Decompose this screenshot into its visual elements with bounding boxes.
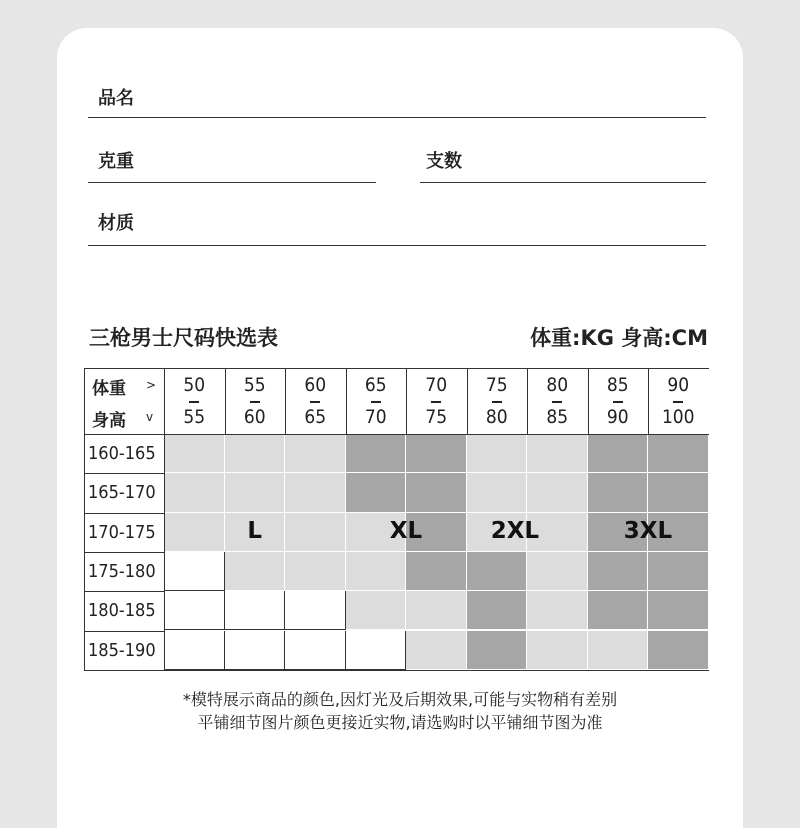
size-cell bbox=[588, 631, 649, 670]
weight-range-from: 60 bbox=[304, 374, 327, 396]
size-cell bbox=[225, 631, 286, 670]
range-dash bbox=[371, 401, 381, 403]
size-cell bbox=[285, 513, 346, 552]
size-cell bbox=[285, 473, 346, 512]
weight-range-header bbox=[225, 368, 286, 434]
weight-range-to: 85 bbox=[546, 406, 569, 428]
divider bbox=[420, 182, 706, 183]
size-cell bbox=[406, 631, 467, 670]
weight-range-from: 75 bbox=[485, 374, 508, 396]
grid-line bbox=[84, 670, 164, 671]
grid-line bbox=[84, 368, 85, 670]
weight-range-to: 80 bbox=[485, 406, 508, 428]
size-cell bbox=[285, 631, 346, 670]
size-cell bbox=[225, 591, 286, 630]
product-name-label: 品名 bbox=[98, 88, 134, 109]
size-cell bbox=[588, 434, 649, 473]
note-line-1: *模特展示商品的颜色,因灯光及后期效果,可能与实物稍有差别 bbox=[182, 690, 618, 709]
yarn-count-label: 支数 bbox=[426, 151, 462, 172]
weight-range-to: 90 bbox=[606, 406, 629, 428]
size-chart-grid bbox=[84, 368, 710, 670]
weight-range-to: 55 bbox=[183, 406, 206, 428]
size-cell bbox=[225, 473, 286, 512]
corner-height-arrow: v bbox=[146, 410, 154, 424]
weight-label: 克重 bbox=[98, 151, 134, 172]
range-dash bbox=[431, 401, 441, 403]
size-cell bbox=[588, 552, 649, 591]
weight-range-from: 80 bbox=[546, 374, 569, 396]
size-label-2xl: 2XL bbox=[490, 518, 540, 545]
range-dash bbox=[673, 401, 683, 403]
grid-line bbox=[527, 368, 528, 434]
size-cell bbox=[406, 473, 467, 512]
size-cell bbox=[648, 434, 709, 473]
size-cell bbox=[588, 473, 649, 512]
corner-height-label: 身高 bbox=[92, 411, 126, 431]
corner-weight-label: 体重 bbox=[92, 379, 126, 399]
grid-line bbox=[588, 368, 589, 434]
corner-weight-arrow: > bbox=[146, 378, 157, 392]
range-dash bbox=[552, 401, 562, 403]
grid-line bbox=[84, 670, 709, 671]
size-cell bbox=[648, 473, 709, 512]
weight-range-from: 90 bbox=[667, 374, 690, 396]
weight-range-header bbox=[164, 368, 225, 434]
size-cell bbox=[467, 473, 528, 512]
material-label: 材质 bbox=[98, 213, 134, 234]
divider bbox=[88, 182, 376, 183]
size-cell bbox=[588, 591, 649, 630]
grid-line bbox=[84, 434, 709, 435]
grid-line bbox=[467, 368, 468, 434]
grid-line bbox=[84, 591, 164, 592]
size-cell bbox=[164, 552, 225, 591]
weight-range-to: 70 bbox=[364, 406, 387, 428]
note-line-2: 平铺细节图片颜色更接近实物,请选购时以平铺细节图为准 bbox=[197, 713, 603, 732]
height-range-label: 185-190 bbox=[88, 639, 156, 661]
size-cell bbox=[648, 552, 709, 591]
weight-range-header bbox=[527, 368, 588, 434]
grid-corner bbox=[84, 368, 164, 434]
size-cell bbox=[648, 591, 709, 630]
weight-range-to: 60 bbox=[243, 406, 266, 428]
weight-range-header bbox=[285, 368, 346, 434]
size-cell bbox=[164, 473, 225, 512]
weight-range-from: 55 bbox=[243, 374, 266, 396]
grid-line bbox=[164, 368, 165, 670]
size-cell bbox=[527, 552, 588, 591]
range-dash bbox=[492, 401, 502, 403]
size-cell bbox=[346, 473, 407, 512]
size-cell bbox=[285, 591, 346, 630]
size-cell bbox=[164, 434, 225, 473]
size-cell bbox=[406, 434, 467, 473]
grid-line bbox=[285, 368, 286, 434]
size-cell bbox=[225, 552, 286, 591]
weight-range-from: 70 bbox=[425, 374, 448, 396]
size-cell bbox=[164, 631, 225, 670]
size-label-3xl: 3XL bbox=[623, 518, 673, 545]
height-range-label: 175-180 bbox=[88, 560, 156, 582]
height-range-label: 160-165 bbox=[88, 443, 156, 464]
weight-range-from: 50 bbox=[183, 374, 206, 396]
height-range-label: 180-185 bbox=[88, 600, 156, 622]
height-range-label: 165-170 bbox=[88, 482, 156, 504]
weight-range-header bbox=[648, 368, 709, 434]
weight-range-header bbox=[588, 368, 649, 434]
size-cell bbox=[346, 434, 407, 473]
size-cell bbox=[406, 552, 467, 591]
size-cell bbox=[527, 631, 588, 670]
range-dash bbox=[613, 401, 623, 403]
height-range-label: 170-175 bbox=[88, 521, 156, 543]
grid-line bbox=[346, 368, 347, 434]
weight-range-header bbox=[406, 368, 467, 434]
size-cell bbox=[467, 434, 528, 473]
size-cell bbox=[346, 631, 407, 670]
size-cell bbox=[527, 473, 588, 512]
size-cell bbox=[648, 631, 709, 670]
size-cell bbox=[467, 631, 528, 670]
grid-line bbox=[84, 368, 709, 369]
size-chart-units: 体重:KG 身高:CM bbox=[530, 326, 708, 350]
size-cell bbox=[225, 434, 286, 473]
grid-line bbox=[225, 368, 226, 434]
grid-line bbox=[84, 552, 164, 553]
grid-line bbox=[84, 473, 164, 474]
size-cell bbox=[346, 591, 407, 630]
weight-range-to: 75 bbox=[425, 406, 448, 428]
size-cell bbox=[467, 552, 528, 591]
grid-line bbox=[406, 368, 407, 434]
size-cell bbox=[467, 591, 528, 630]
range-dash bbox=[189, 401, 199, 403]
weight-range-to: 100 bbox=[661, 406, 695, 428]
size-cell bbox=[164, 513, 225, 552]
divider bbox=[88, 245, 706, 246]
size-cell bbox=[527, 591, 588, 630]
grid-line bbox=[84, 513, 164, 514]
grid-line bbox=[84, 631, 164, 632]
size-cell bbox=[164, 591, 225, 630]
weight-range-to: 65 bbox=[304, 406, 327, 428]
size-cell bbox=[527, 434, 588, 473]
grid-line bbox=[648, 368, 649, 434]
size-cell bbox=[406, 591, 467, 630]
range-dash bbox=[310, 401, 320, 403]
size-label-xl: XL bbox=[389, 518, 423, 545]
size-label-l: L bbox=[247, 518, 263, 545]
range-dash bbox=[250, 401, 260, 403]
size-cell bbox=[285, 552, 346, 591]
weight-range-from: 85 bbox=[606, 374, 629, 396]
weight-range-header bbox=[346, 368, 407, 434]
weight-range-from: 65 bbox=[364, 374, 387, 396]
size-chart-title: 三枪男士尺码快选表 bbox=[89, 326, 278, 350]
weight-range-header bbox=[467, 368, 528, 434]
size-cell bbox=[285, 434, 346, 473]
divider bbox=[88, 117, 706, 118]
size-cell bbox=[346, 552, 407, 591]
